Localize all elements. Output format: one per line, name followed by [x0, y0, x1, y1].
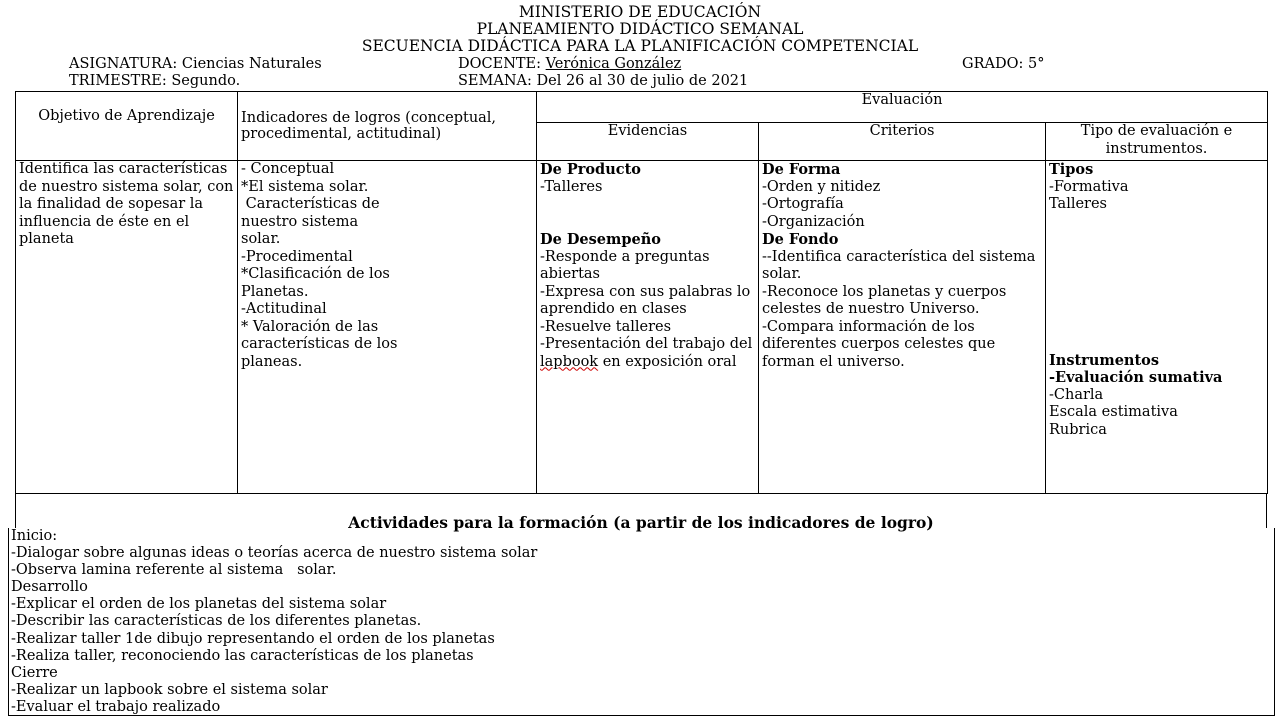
- header-ministerio: MINISTERIO DE EDUCACIÓN: [518, 3, 762, 21]
- criterio-item: -Compara información de los diferentes cuerpos celestes que forman el universo.: [762, 318, 996, 370]
- cell-indicadores: [238, 161, 537, 494]
- activity-line: Cierre: [11, 664, 58, 681]
- meta-grado: GRADO: 5°: [962, 56, 1045, 72]
- activities-box: [8, 528, 1275, 716]
- instrumento-item: Rubrica: [1049, 421, 1107, 438]
- criterio-forma-title: De Forma: [762, 161, 841, 178]
- evidencia-item: -Responde a preguntas abiertas: [540, 248, 710, 282]
- activity-line: -Observa lamina referente al sistema solar.: [11, 562, 337, 579]
- indicador-line: características de los: [241, 336, 398, 352]
- meta-asignatura: ASIGNATURA: Ciencias Naturales: [69, 56, 322, 72]
- instrumentos-title: Instrumentos: [1049, 351, 1160, 369]
- activity-line: -Realizar un lapbook sobre el sistema solar: [11, 681, 328, 698]
- cell-criterios: [759, 161, 1046, 494]
- header-secuencia: SECUENCIA DIDÁCTICA PARA LA PLANIFICACIÓN COMPETENCIAL: [361, 37, 919, 55]
- cell-evidencias: [537, 161, 759, 494]
- evidencia-item: -Presentación del trabajo del lapbook en exposición oral: [540, 336, 753, 370]
- indicador-line: Planetas.: [241, 283, 309, 300]
- evidencia-item: -Expresa con sus palabras lo aprendido en clases: [540, 283, 751, 317]
- header-indicadores: Indicadores de logros (conceptual, procedimental, actitudinal): [238, 92, 537, 161]
- indicador-line: planeas.: [241, 353, 303, 370]
- meta-trimestre: TRIMESTRE: Segundo.: [69, 73, 241, 89]
- sumativa-title: -Evaluación sumativa: [1049, 369, 1223, 386]
- tipo-item: Talleres: [1049, 196, 1107, 212]
- activity-line: -Describir las características de los diferentes planetas.: [11, 613, 422, 630]
- criterio-item: --Identifica característica del sistema solar.: [762, 248, 1036, 282]
- indicador-line: *El sistema solar.: [241, 178, 369, 195]
- meta-docente: DOCENTE: Verónica González: [458, 56, 682, 72]
- indicador-line: Características de: [241, 196, 380, 212]
- criterio-item: -Ortografía: [762, 196, 844, 212]
- header-tipo: Tipo de evaluación e instrumentos.: [1046, 123, 1268, 161]
- activities-title: Actividades para la formación (a partir de los indicadores de logro): [348, 513, 934, 532]
- activity-line: -Evaluar el trabajo realizado: [11, 698, 221, 715]
- cell-tipo: [1046, 161, 1268, 494]
- tipos-title: Tipos: [1049, 161, 1094, 178]
- activity-line: -Explicar el orden de los planetas del sistema solar: [11, 596, 387, 613]
- cell-objetivo: Identifica las características de nuestro sistema solar, con la finalidad de sopesar la influencia de éste en el planeta: [16, 161, 238, 494]
- meta-semana: SEMANA: Del 26 al 30 de julio de 2021: [458, 73, 749, 89]
- tipo-item: -Formativa: [1049, 178, 1129, 195]
- evidencia-producto-title: De Producto: [540, 161, 641, 178]
- header-planeamiento: PLANEAMIENTO DIDÁCTICO SEMANAL: [476, 20, 804, 38]
- criterio-item: -Reconoce los planetas y cuerpos celestes de nuestro Universo.: [762, 283, 1007, 317]
- header-evidencias: Evidencias: [537, 123, 759, 161]
- indicador-line: *Clasificación de los: [241, 266, 390, 282]
- criterio-item: -Orden y nitidez: [762, 178, 881, 195]
- activity-line: -Realiza taller, reconociendo las características de los planetas: [11, 647, 474, 664]
- indicador-line: -Actitudinal: [241, 301, 327, 317]
- evidencia-desempeno-title: De Desempeño: [540, 231, 661, 248]
- indicador-line: * Valoración de las: [241, 318, 379, 335]
- indicador-line: nuestro sistema: [241, 213, 359, 230]
- activity-line: Desarrollo: [11, 579, 88, 596]
- criterio-item: -Organización: [762, 213, 865, 230]
- instrumento-item: -Charla: [1049, 386, 1104, 403]
- evidencia-item: -Resuelve talleres: [540, 318, 672, 335]
- header-evaluacion: Evaluación: [537, 92, 1268, 123]
- indicador-line: -Procedimental: [241, 248, 353, 265]
- activity-line: -Dialogar sobre algunas ideas o teorías acerca de nuestro sistema solar: [11, 545, 538, 562]
- indicador-line: solar.: [241, 231, 281, 247]
- indicador-line: - Conceptual: [241, 161, 335, 177]
- criterio-fondo-title: De Fondo: [762, 231, 839, 248]
- activity-line: -Realizar taller 1de dibujo representando el orden de los planetas: [11, 630, 495, 647]
- instrumento-item: Escala estimativa: [1049, 404, 1178, 420]
- header-criterios: Criterios: [759, 123, 1046, 161]
- planning-table: [15, 91, 1268, 494]
- header-objetivo: Objetivo de Aprendizaje: [16, 92, 238, 161]
- activity-line: Inicio:: [11, 528, 58, 544]
- evidencia-item: -Talleres: [540, 178, 603, 195]
